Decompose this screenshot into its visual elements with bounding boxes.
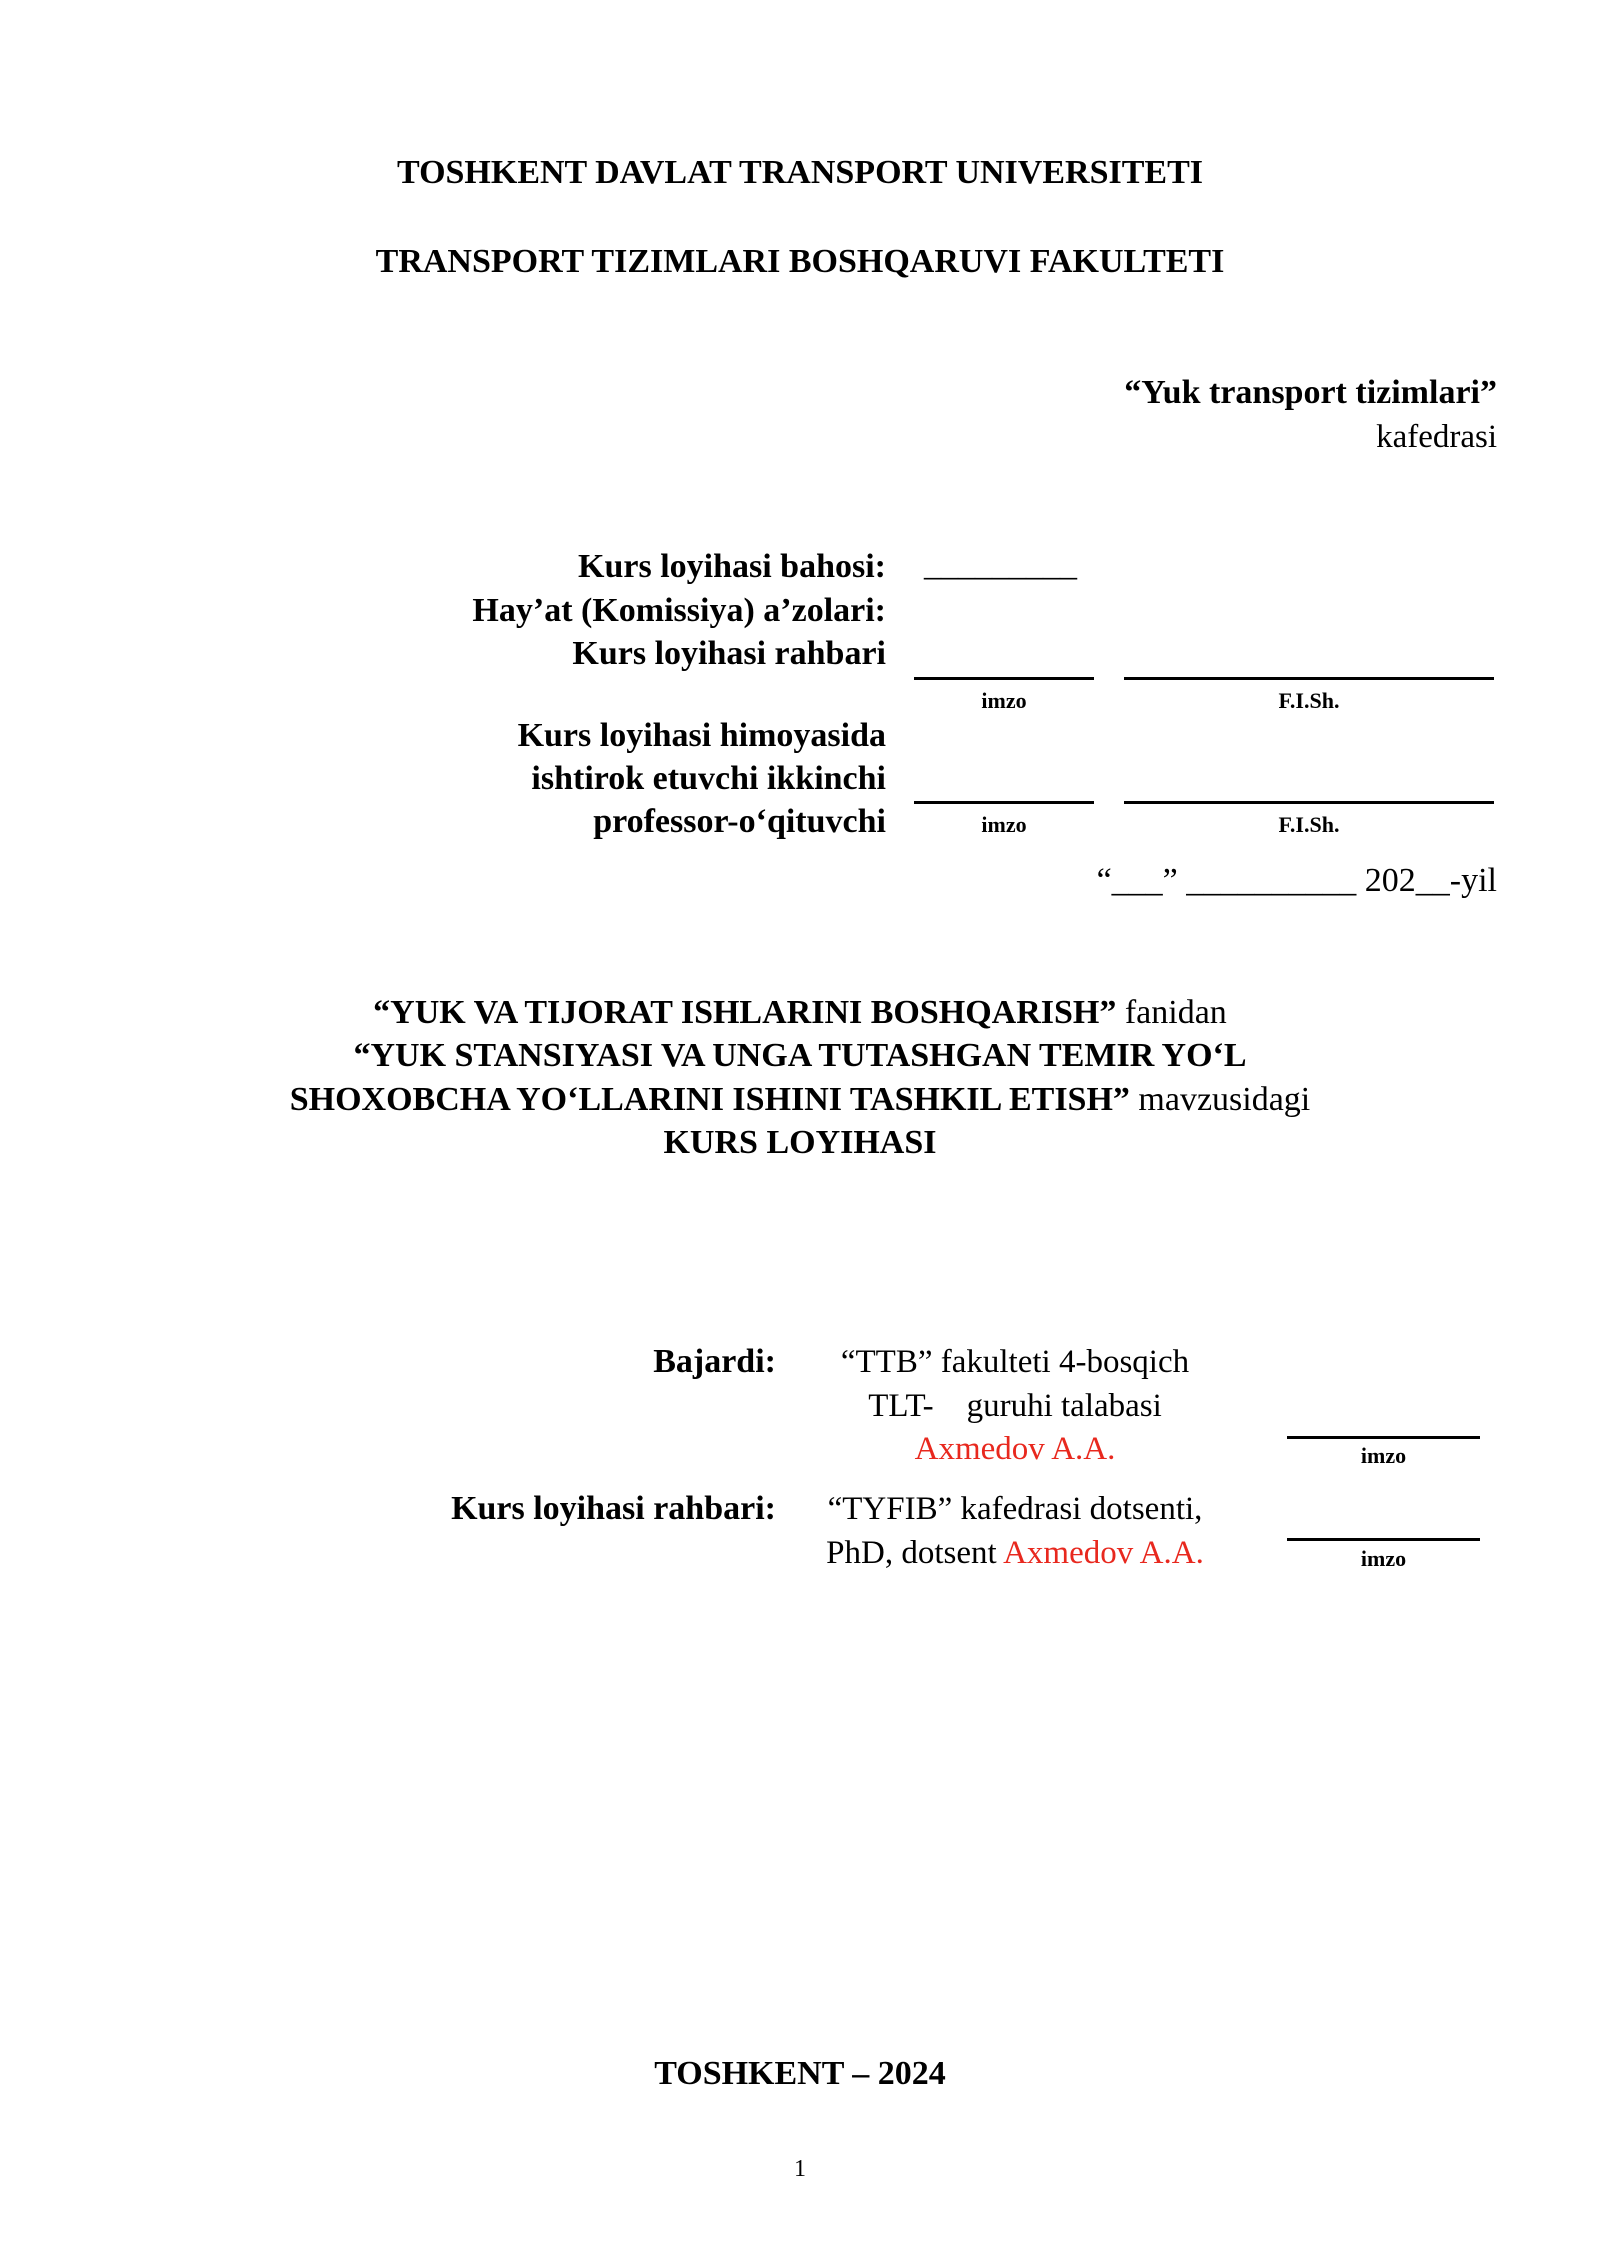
name-caption: F.I.Sh. (1278, 688, 1340, 713)
university-name: TOSHKENT DAVLAT TRANSPORT UNIVERSITETI (397, 154, 1203, 191)
second-teacher-line-3: professor-o‘qituvchi (593, 803, 886, 840)
supervisor-line-2 (800, 1533, 1230, 1573)
supervisor-name: Axmedov A.A. (1003, 1535, 1204, 1571)
group-suffix: guruhi talabasi (966, 1388, 1162, 1424)
group-prefix: TLT- (868, 1388, 934, 1424)
second-teacher-line-1: Kurs loyihasi himoyasida (517, 717, 886, 754)
faculty-name: TRANSPORT TIZIMLARI BOSHQARUVI FAKULTETI (375, 243, 1225, 280)
topic-line-2-row (0, 1080, 1600, 1120)
grade-label: Kurs loyihasi bahosi: (578, 548, 886, 585)
performed-label: Bajardi: (653, 1343, 776, 1380)
supervisor-role-signature-caption: imzo (1360, 1546, 1407, 1571)
supervisor-line-1: “TYFIB” kafedrasi dotsenti, (827, 1491, 1203, 1527)
topic-line-1: “YUK STANSIYASI VA UNGA TUTASHGAN TEMIR YO‘L (353, 1037, 1247, 1074)
second-teacher-name-line[interactable] (1124, 801, 1494, 804)
department-suffix: kafedrasi (1376, 419, 1497, 455)
subject-line (0, 993, 1600, 1033)
performed-line-2 (800, 1386, 1230, 1426)
second-teacher-signature-line[interactable] (914, 801, 1094, 804)
student-signature-line[interactable] (1287, 1436, 1480, 1439)
performed-line-1: “TTB” fakulteti 4-bosqich (840, 1344, 1190, 1380)
subject-suffix: fanidan (1124, 994, 1227, 1031)
grade-blank[interactable]: _________ (924, 546, 1077, 583)
student-signature-caption: imzo (1360, 1443, 1407, 1468)
name-caption-2: F.I.Sh. (1278, 812, 1340, 837)
date-line[interactable]: “___” __________ 202__-yil (1096, 862, 1497, 899)
document-type: KURS LOYIHASI (663, 1124, 937, 1161)
supervisor-role-label: Kurs loyihasi rahbari: (451, 1490, 776, 1527)
department-name: “Yuk transport tizimlari” (1124, 374, 1497, 411)
supervisor-signature-line[interactable] (914, 677, 1094, 680)
signature-caption: imzo (981, 688, 1027, 713)
supervisor-title: PhD, dotsent (826, 1535, 997, 1571)
signature-caption-2: imzo (981, 812, 1027, 837)
supervisor-name-line[interactable] (1124, 677, 1494, 680)
supervisor-role-signature-line[interactable] (1287, 1538, 1480, 1541)
subject-name: “YUK VA TIJORAT ISHLARINI BOSHQARISH” (373, 994, 1117, 1031)
city-year: TOSHKENT – 2024 (654, 2055, 946, 2092)
student-name: Axmedov A.A. (914, 1431, 1116, 1467)
topic-suffix: mavzusidagi (1138, 1081, 1311, 1118)
supervisor-label: Kurs loyihasi rahbari (572, 635, 886, 672)
page-number: 1 (794, 2156, 806, 2182)
committee-label: Hay’at (Komissiya) a’zolari: (472, 592, 886, 629)
topic-line-2: SHOXOBCHA YO‘LLARINI ISHINI TASHKIL ETISH” (289, 1081, 1130, 1118)
second-teacher-line-2: ishtirok etuvchi ikkinchi (531, 760, 886, 797)
